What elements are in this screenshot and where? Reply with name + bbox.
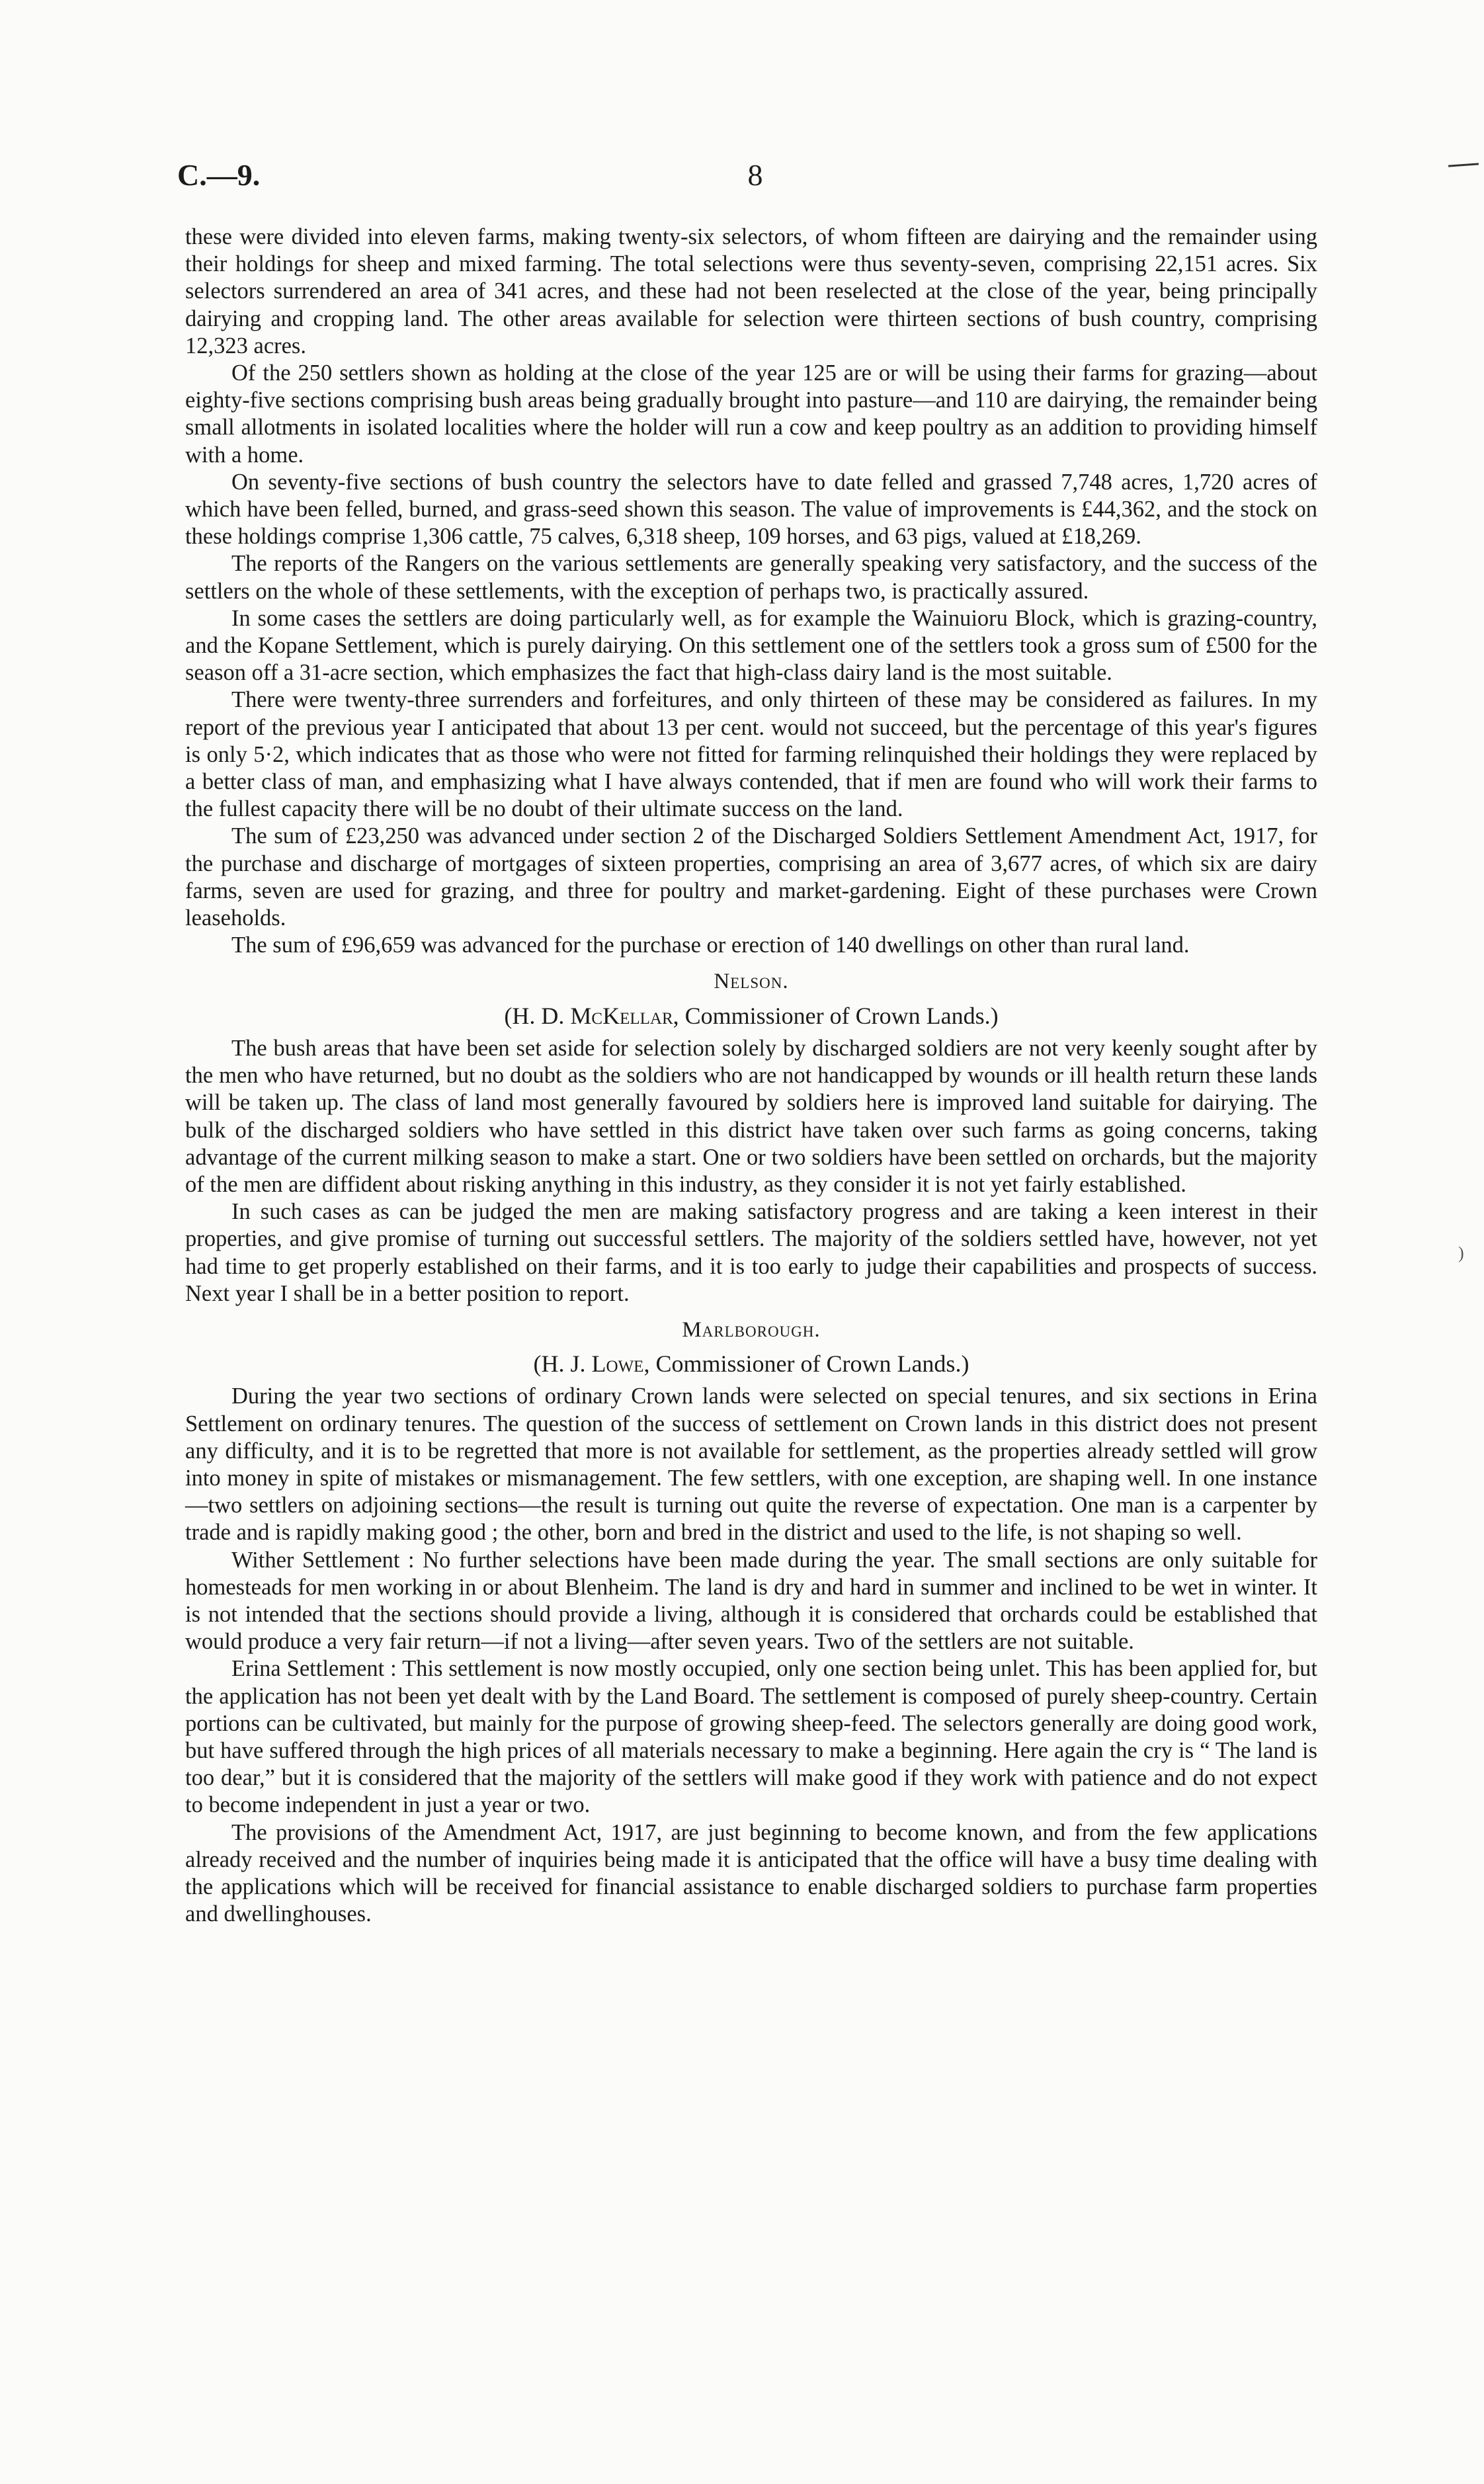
paragraph: The reports of the Rangers on the various settlements are generally speaking very satisfactory, and the success of the settlers on the whole of these settlements, with the exception of perhaps two, is practically assured. <box>185 551 1317 604</box>
document-reference: C.—9. <box>177 158 261 192</box>
commissioner-name: (H. J. Lowe, <box>533 1350 650 1378</box>
page-header <box>177 157 1333 204</box>
page-number: 8 <box>747 158 763 192</box>
commissioner-role: Commissioner of Crown Lands.) <box>684 1002 999 1029</box>
commissioner-line-nelson <box>185 1003 1317 1030</box>
paragraph: The bush areas that have been set aside for selection solely by discharged soldiers are not very keenly sought after by the men who have returned, but no doubt as the soldiers who are not handicapped by wounds or ill health return these lands will be taken up. The class of land most generally favoured by soldiers here is improved land suitable for dairying. The bulk of the discharged soldiers who have settled in this district have taken over such farms as going concerns, taking advantage of the current milking season to make a start. One or two soldiers have been settled on orchards, but the majority of the men are diffident about risking anything in this industry, as they consider it is not yet fairly established. <box>185 1035 1317 1197</box>
paragraph: On seventy-five sections of bush country the selectors have to date felled and grassed 7,748 acres, 1,720 acres of which have been felled, burned, and grass-seed shown this season. The value of improvements is £44,362, and the stock on these holdings comprise 1,306 cattle, 75 calves, 6,318 sheep, 109 horses, and 63 pigs, valued at £18,269. <box>185 469 1317 550</box>
paragraph: The sum of £23,250 was advanced under section 2 of the Discharged Soldiers Settlement Amendment Act, 1917, for the purchase and discharge of mortgages of sixteen properties, comprising an area of 3,677 acres, of which six are dairy farms, seven are used for grazing, and three for poultry and market-gardening. Eight of these purchases were Crown leaseholds. <box>185 823 1317 931</box>
corner-dash-mark <box>1448 163 1479 167</box>
paragraph: these were divided into eleven farms, making twenty-six selectors, of whom fifteen are dairying and the remainder using their holdings for sheep and mixed farming. The total selections were thus seventy-seven, comprising 22,151 acres. Six selectors surrendered an area of 341 acres, and these had not been reselected at the close of the year, being principally dairying and cropping land. The other areas available for selection were thirteen sections of bush country, comprising 12,323 acres. <box>185 224 1317 358</box>
paragraph: Wither Settlement : No further selections have been made during the year. The small sections are only suitable for homesteads for men working in or about Blenheim. The land is dry and hard in summer and inclined to be wet in winter. It is not intended that the sections should provide a living, although it is considered that orchards could be established that would produce a very fair return—if not a living—after seven years. Two of the settlers are not suitable. <box>185 1547 1317 1655</box>
paragraph: In such cases as can be judged the men are making satisfactory progress and are taking a keen interest in their properties, and give promise of turning out successful settlers. The majority of the soldiers settled have, however, not yet had time to get properly established on their farms, and it is too early to judge their capabilities and prospects of success. Next year I shall be in a better position to report. <box>185 1199 1317 1306</box>
commissioner-role: Commissioner of Crown Lands.) <box>655 1350 969 1378</box>
margin-mark: ) <box>1458 1243 1464 1263</box>
paragraph: During the year two sections of ordinary Crown lands were selected on special tenures, and six sections in Erina Settlement on ordinary tenures. The question of the success of settlement on Crown lands in this district does not present any difficulty, and it is to be regretted that more is not available for settlement, as the properties already settled will grow into money in spite of mistakes or mismanagement. The few settlers, with one exception, are shaping well. In one instance—two settlers on adjoining sections—the result is turning out quite the reverse of expectation. One man is a carpenter by trade and is rapidly making good ; the other, born and bred in the district and used to the life, is not shaping so well. <box>185 1384 1317 1546</box>
section-heading-nelson: Nelson. <box>714 970 789 994</box>
commissioner-name: (H. D. McKellar, <box>504 1002 679 1029</box>
section-heading-marlborough: Marlborough. <box>682 1317 821 1342</box>
paragraph: Erina Settlement : This settlement is now mostly occupied, only one section being unlet. This has been applied for, but the application has not been yet dealt with by the Land Board. The settlement is composed of purely sheep-country. Certain portions can be cultivated, but mainly for the purpose of growing sheep-feed. The selectors generally are doing good work, but have suffered through the high prices of all materials necessary to make a beginning. Here again the cry is “ The land is too dear,” but it is considered that the majority of the settlers will make good if they work with patience and do not expect to become independent in just a year or two. <box>185 1656 1317 1818</box>
paragraph: Of the 250 settlers shown as holding at the close of the year 125 are or will be using their farms for grazing—about eighty-five sections comprising bush areas being gradually brought into pasture—and 110 are dairying, the remainder being small allotments in isolated localities where the holder will run a cow and keep poultry as an addition to providing himself with a home. <box>185 360 1317 468</box>
paragraph: There were twenty-three surrenders and forfeitures, and only thirteen of these may be considered as failures. In my report of the previous year I anticipated that about 13 per cent. would not succeed, but the percentage of this year's figures is only 5·2, which indicates that as those who were not fitted for farming relinquished their holdings they were replaced by a better class of man, and emphasizing what I have always contended, that if men are found who will work their farms to the fullest capacity there will be no doubt of their ultimate success on the land. <box>185 687 1317 822</box>
paragraph: In some cases the settlers are doing particularly well, as for example the Wainuioru Block, which is grazing-country, and the Kopane Settlement, which is purely dairying. On this settlement one of the settlers took a gross sum of £500 for the season off a 31-acre section, which emphasizes the fact that high-class dairy land is the most suitable. <box>185 605 1317 686</box>
paragraph: The sum of £96,659 was advanced for the purchase or erection of 140 dwellings on other than rural land. <box>231 932 1190 958</box>
paragraph: The provisions of the Amendment Act, 1917, are just beginning to become known, and from the few applications already received and the number of inquiries being made it is anticipated that the office will have a busy time dealing with the applications which will be received for financial assistance to enable discharged soldiers to purchase farm properties and dwellinghouses. <box>185 1819 1317 1927</box>
commissioner-line-marlborough <box>185 1350 1317 1378</box>
document-body <box>185 224 1317 1928</box>
